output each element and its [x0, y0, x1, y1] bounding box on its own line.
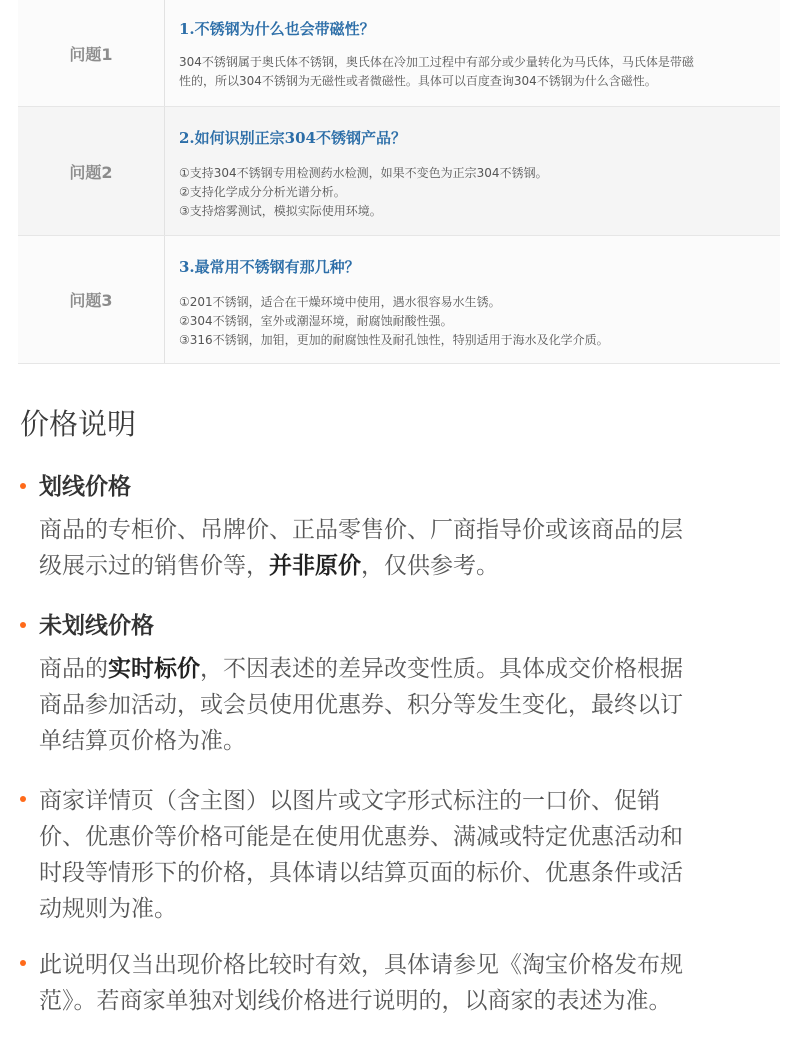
section-text — [39, 947, 683, 1019]
faq-body — [165, 0, 780, 106]
faq-body — [165, 236, 780, 363]
emphasis-text: 并非原价 — [269, 553, 361, 579]
section-merchant-price — [20, 783, 780, 927]
section-text — [20, 512, 780, 584]
faq-answer-line: ②304不锈钢，室外或潮湿环境，耐腐蚀耐酸性强。 — [179, 314, 453, 328]
text-span: 商品的 — [39, 656, 108, 682]
faq-label: 问题3 — [18, 236, 165, 363]
bullet-dot-icon — [20, 796, 26, 802]
section-heading: 未划线价格 — [39, 613, 154, 639]
emphasis-text: 实时标价 — [108, 656, 200, 682]
bullet-dot-icon — [20, 622, 26, 628]
faq-answer — [179, 293, 780, 350]
faq-table — [18, 0, 780, 364]
faq-question: 1.不锈钢为什么也会带磁性？ — [179, 20, 375, 38]
text-line: 商家详情页（含主图）以图片或文字形式标注的一口价、促销 — [39, 788, 660, 814]
faq-row — [18, 0, 780, 107]
text-line: 商品的专柜价、吊牌价、正品零售价、厂商指导价或该商品的层 — [39, 517, 683, 543]
section-disclaimer — [20, 947, 780, 1019]
faq-answer-line: ③316不锈钢，加钼，更加的耐腐蚀性及耐孔蚀性，特别适用于海水及化学介质。 — [179, 333, 609, 347]
text-line: 范》。若商家单独对划线价格进行说明的，以商家的表述为准。 — [39, 988, 672, 1014]
section-heading: 划线价格 — [39, 474, 131, 500]
faq-answer-line: ③支持熔雾测试，模拟实际使用环境。 — [179, 204, 382, 218]
faq-answer-line: ②支持化学成分分析光谱分析。 — [179, 185, 346, 199]
faq-label: 问题2 — [18, 107, 165, 235]
text-line: 价、优惠价等价格可能是在使用优惠券、满减或特定优惠活动和 — [39, 824, 683, 850]
text-line: 单结算页价格为准。 — [39, 728, 246, 754]
faq-answer-line: ①201不锈钢，适合在干燥环境中使用，遇水很容易水生锈。 — [179, 295, 501, 309]
faq-row — [18, 107, 780, 236]
faq-answer — [179, 53, 780, 91]
text-span: ，仅供参考。 — [361, 553, 499, 579]
faq-row — [18, 236, 780, 364]
text-line: 此说明仅当出现价格比较时有效，具体请参见《淘宝价格发布规 — [39, 952, 683, 978]
text-line: 时段等情形下的价格，具体请以结算页面的标价、优惠条件或活 — [39, 860, 683, 886]
text-span: 级展示过的销售价等， — [39, 553, 269, 579]
bullet-dot-icon — [20, 960, 26, 966]
faq-question: 2.如何识别正宗304不锈钢产品？ — [179, 129, 406, 147]
faq-answer-line: 304不锈钢属于奥氏体不锈钢，奥氏体在冷加工过程中有部分或少量转化为马氏体，马氏体是带磁 — [179, 55, 694, 69]
section-unstruck-price — [20, 609, 780, 759]
text-line: 商品参加活动，或会员使用优惠券、积分等发生变化，最终以订 — [39, 692, 683, 718]
faq-answer — [179, 164, 780, 221]
faq-label: 问题1 — [18, 0, 165, 106]
faq-question: 3.最常用不锈钢有那几种？ — [179, 258, 360, 276]
section-strikethrough-price — [20, 470, 780, 584]
faq-body — [165, 107, 780, 235]
bullet-dot-icon — [20, 483, 26, 489]
section-text — [39, 783, 683, 927]
section-text — [20, 651, 780, 759]
text-line: 动规则为准。 — [39, 896, 177, 922]
price-title: 价格说明 — [20, 407, 137, 441]
text-span: ，不因表述的差异改变性质。具体成交价格根据 — [200, 656, 683, 682]
faq-answer-line: 性的，所以304不锈钢为无磁性或者微磁性。具体可以百度查询304不锈钢为什么含磁性。 — [179, 74, 657, 88]
text-line — [39, 651, 780, 687]
faq-answer-line: ①支持304不锈钢专用检测药水检测，如果不变色为正宗304不锈钢。 — [179, 166, 548, 180]
text-line — [39, 548, 780, 584]
